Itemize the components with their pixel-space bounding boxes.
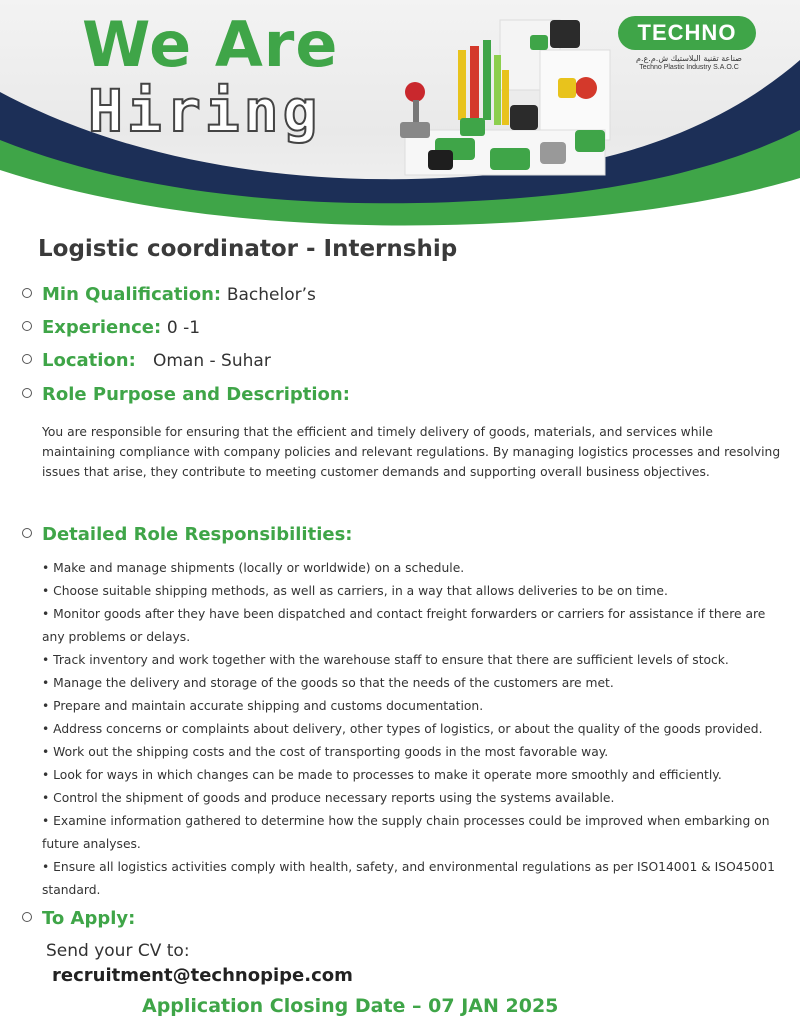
location-value: Oman - Suhar [152, 351, 271, 371]
location-row [22, 349, 271, 373]
logo-english-name: Techno Plastic Industry S.A.O.C [639, 64, 739, 71]
recruitment-email[interactable]: recruitment@technopipe.com [52, 965, 353, 986]
list-item: • Manage the delivery and storage of the goods so that the needs of the customers are met. [42, 676, 614, 690]
list-item: • Address concerns or complaints about delivery, other types of logistics, or about the quality of the goods provided. [42, 722, 763, 736]
closing-date: Application Closing Date – 07 JAN 2025 [142, 995, 559, 1017]
qualification-value: Bachelor’s [226, 285, 316, 305]
pipe-fittings-image [390, 10, 620, 190]
list-item: • Control the shipment of goods and produce necessary reports using the systems available. [42, 791, 615, 805]
experience-label: Experience: [42, 317, 162, 338]
circle-bullet-icon [22, 388, 32, 398]
logo-wordmark: TECHNO [618, 16, 756, 50]
experience-row [22, 316, 200, 340]
list-item: • Track inventory and work together with the warehouse staff to ensure that there are sufficient levels of stock. [42, 653, 729, 667]
techno-logo [618, 16, 758, 72]
list-item: • Make and manage shipments (locally or worldwide) on a schedule. [42, 561, 465, 575]
send-cv-text: Send your CV to: [46, 941, 190, 961]
circle-bullet-icon [22, 321, 32, 331]
location-label: Location: [42, 350, 136, 371]
apply-heading: To Apply: [42, 908, 136, 929]
role-purpose-heading: Role Purpose and Description: [42, 384, 350, 405]
circle-bullet-icon [22, 528, 32, 538]
list-item: • Look for ways in which changes can be made to processes to make it operate more smoothly and efficiently. [42, 768, 722, 782]
circle-bullet-icon [22, 288, 32, 298]
circle-bullet-icon [22, 912, 32, 922]
responsibilities-list [42, 557, 787, 902]
list-item: • Prepare and maintain accurate shipping and customs documentation. [42, 699, 484, 713]
experience-value: 0 -1 [166, 318, 201, 338]
list-item: • Monitor goods after they have been dispatched and contact freight forwarders or carriers for assistance if there are any problems or delays. [42, 607, 766, 644]
we-are-heading: We Are [82, 8, 339, 81]
list-item: • Choose suitable shipping methods, as well as carriers, in a way that allows deliveries to be on time. [42, 584, 668, 598]
responsibilities-heading-row [22, 523, 353, 547]
list-item: • Ensure all logistics activities comply with health, safety, and environmental regulations as per ISO14001 & ISO45001 standard. [42, 860, 775, 897]
apply-heading-row [22, 907, 135, 931]
circle-bullet-icon [22, 354, 32, 364]
qualification-label: Min Qualification: [42, 284, 222, 305]
responsibilities-heading: Detailed Role Responsibilities: [42, 524, 353, 545]
job-title: Logistic coordinator - Internship [38, 236, 458, 262]
role-purpose-text: You are responsible for ensuring that the efficient and timely delivery of goods, materials, and services while maintaining compliance with company policies and relevant regulations. By managing logistics processes and resolving issues that arise, they contribute to meeting customer demands and supporting overall business objectives. [42, 425, 781, 479]
qualification-row [22, 283, 316, 307]
hiring-banner [0, 0, 800, 240]
logo-arabic-name: صناعة تقنية البلاستيك ش.م.ع.م [636, 54, 742, 63]
list-item: • Work out the shipping costs and the cost of transporting goods in the most favorable way. [42, 745, 609, 759]
role-purpose-heading-row [22, 383, 350, 407]
list-item: • Examine information gathered to determine how the supply chain processes could be improved when embarking on future analyses. [42, 814, 770, 851]
hiring-heading: Hiring [88, 77, 322, 145]
